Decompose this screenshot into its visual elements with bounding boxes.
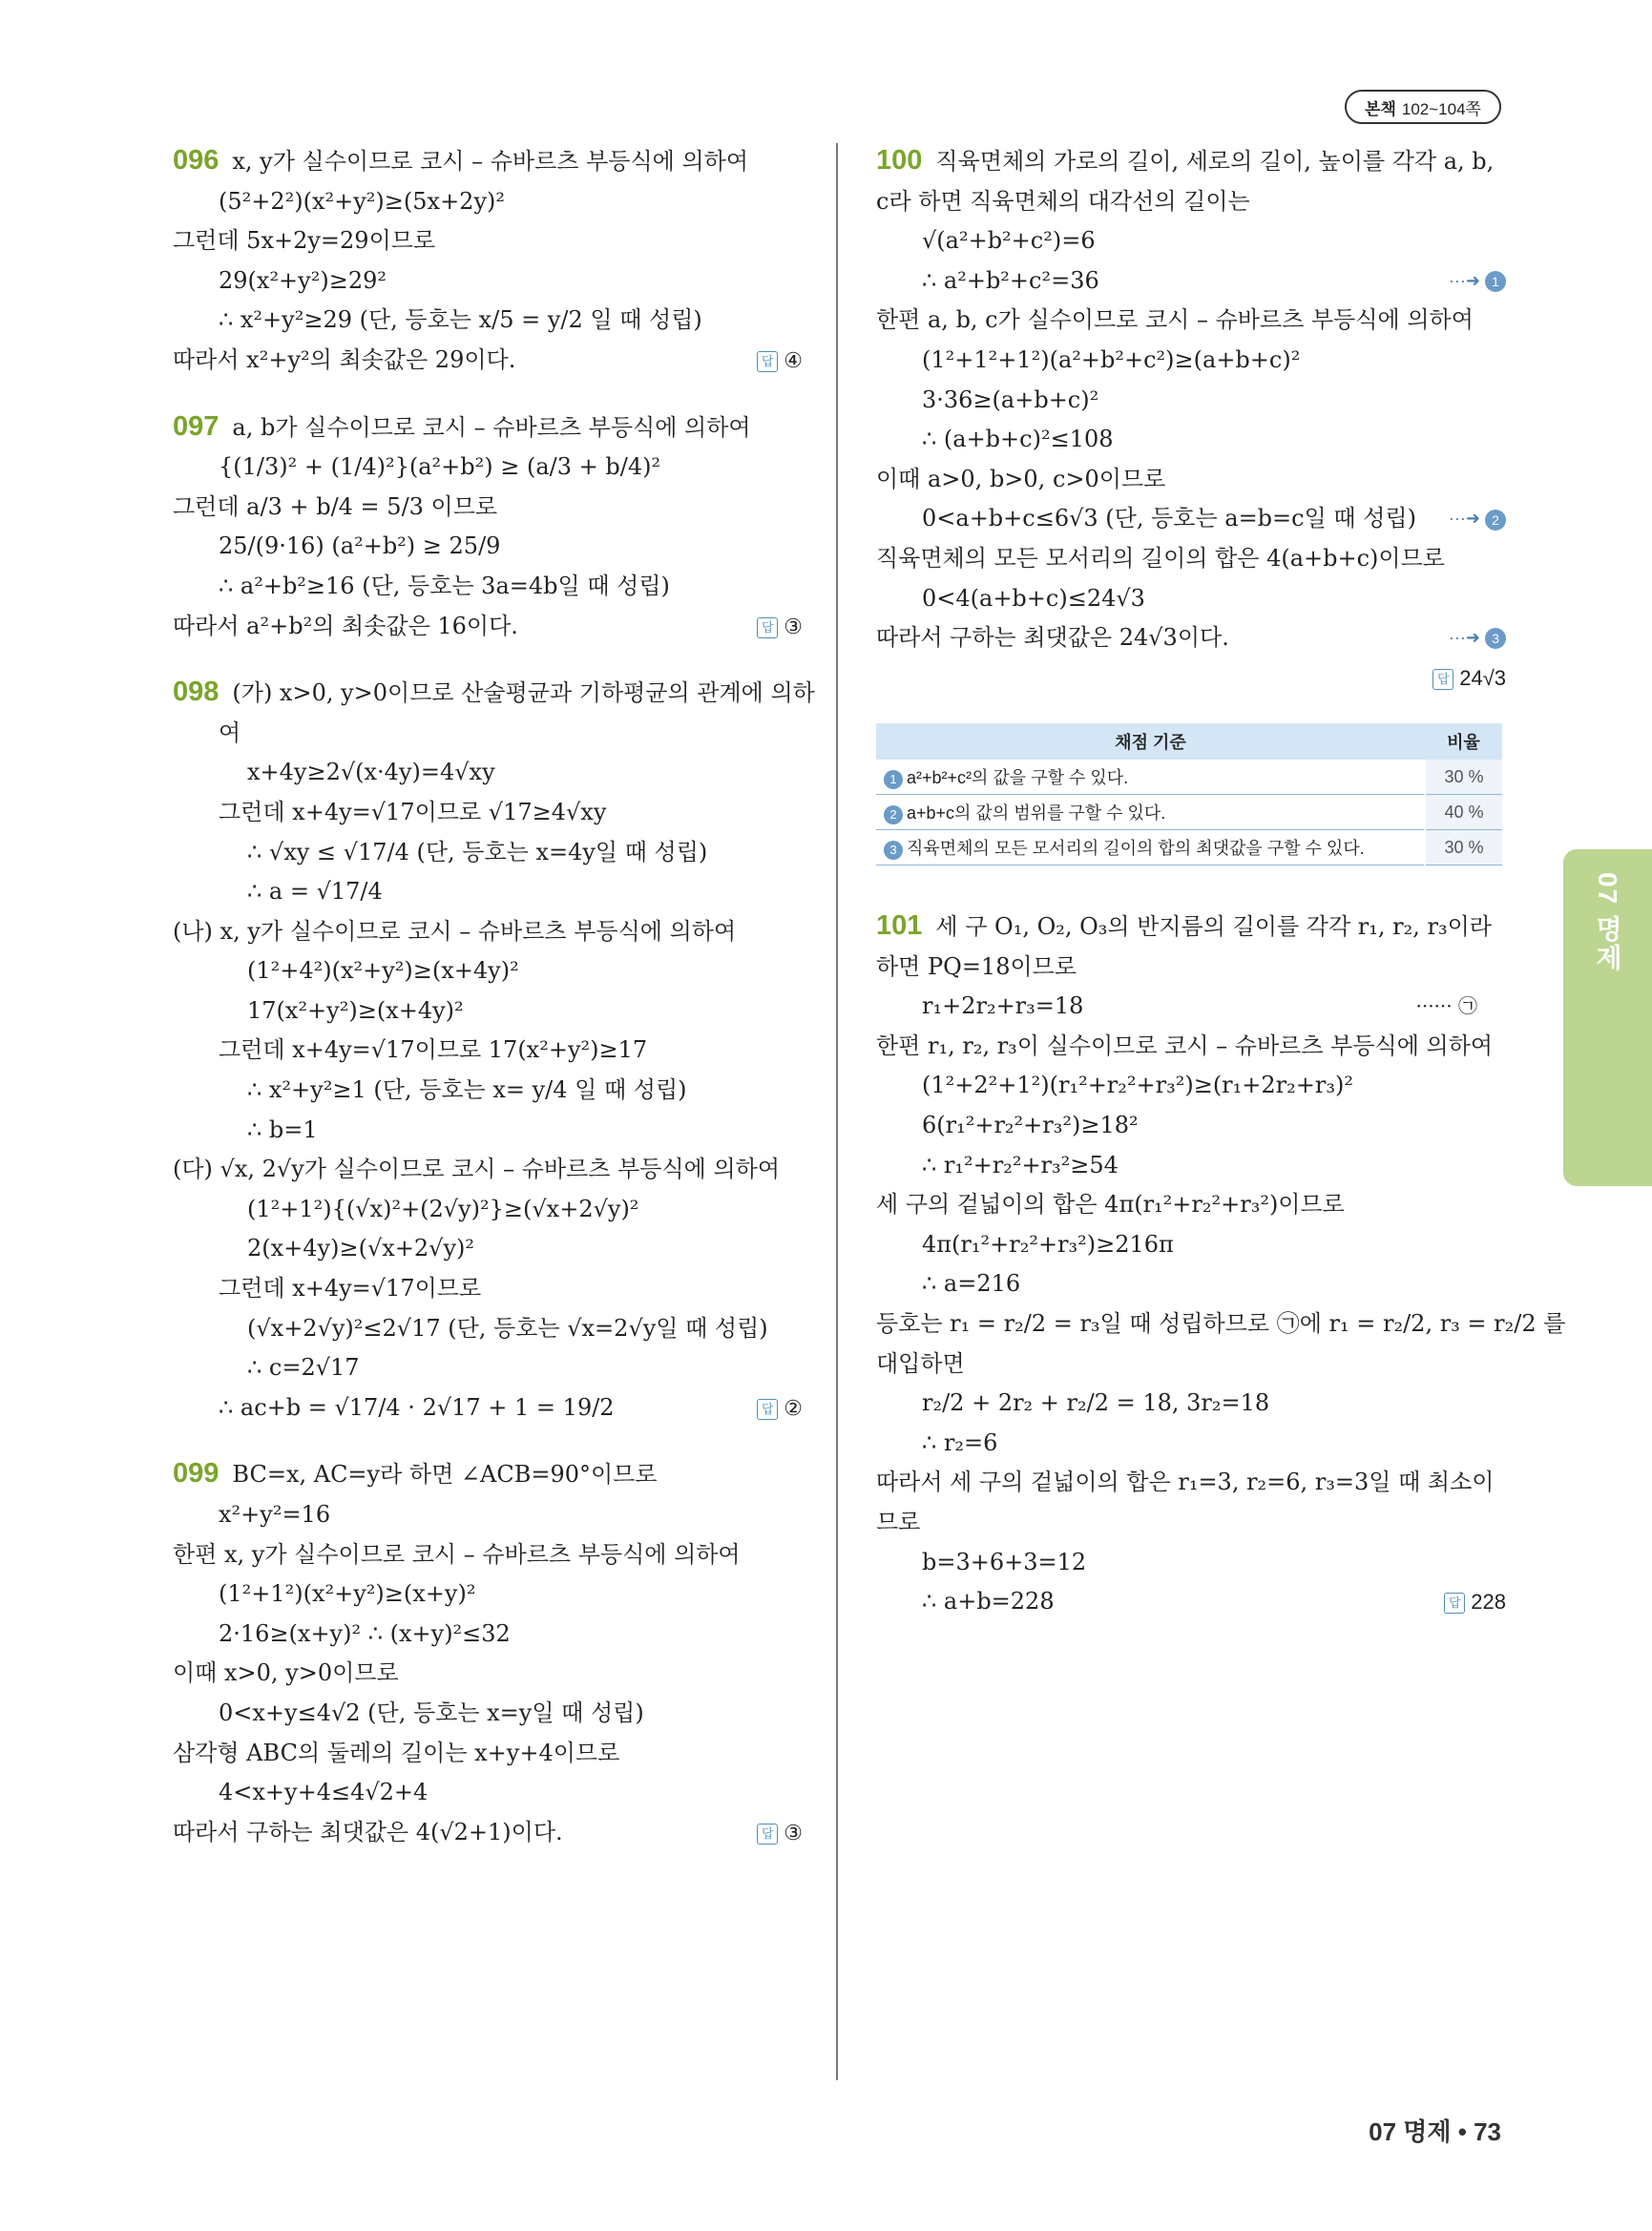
solution-line	[173, 833, 803, 873]
line-text: ∴ √xy ≤ √17/4 (단, 등호는 x=4y일 때 성립)	[247, 838, 708, 865]
solution-line	[173, 1535, 803, 1575]
solution-line	[876, 499, 1506, 539]
answer-label	[1444, 1582, 1506, 1622]
solution-line	[173, 991, 803, 1032]
solution-line	[173, 261, 803, 302]
line-text: 그런데 a/3 + b/4 = 5/3 이므로	[173, 492, 498, 520]
solution-line	[876, 1106, 1506, 1146]
solution-line	[173, 1495, 803, 1535]
line-text: b=3+6+3=12	[922, 1548, 1087, 1575]
problem-number: 096	[173, 145, 220, 176]
answer-label	[1432, 658, 1506, 698]
line-text: 세 구의 겉넓이의 합은 4π(r₁²+r₂²+r₃²)이므로	[876, 1191, 1345, 1219]
line-text: 4π(r₁²+r₂²+r₃²)≥216π	[922, 1230, 1174, 1258]
rubric-row	[876, 760, 1502, 795]
scoring-step-marker	[1449, 499, 1506, 539]
solution-line	[173, 1031, 803, 1071]
line-text: 17(x²+y²)≥(x+4y)²	[247, 996, 464, 1024]
line-text: (1²+1²+1²)(a²+b²+c²)≥(a+b+c)²	[922, 345, 1301, 373]
line-text: 직육면체의 모든 모서리의 길이의 합은 4(a+b+c)이므로	[876, 544, 1445, 572]
solution-line	[173, 341, 803, 381]
line-text: 그런데 x+4y=√17이므로	[219, 1275, 482, 1303]
solution-line	[173, 567, 803, 607]
solution-line	[876, 1503, 1506, 1543]
line-text: (1²+4²)(x²+y²)≥(x+4y)²	[247, 957, 519, 985]
line-text: ∴ a+b=228	[922, 1588, 1055, 1616]
solution-line	[173, 1813, 803, 1853]
solution-line	[876, 658, 1506, 698]
arrow-icon: ···➜	[1448, 270, 1485, 290]
solution-line	[173, 1150, 803, 1190]
solution-line	[173, 912, 803, 952]
solution-line	[173, 1190, 803, 1230]
line-text: ∴ ac+b = √17/4 · 2√17 + 1 = 19/2	[219, 1393, 615, 1421]
solution-line	[876, 1384, 1506, 1424]
solution-line	[876, 618, 1506, 658]
solution-line	[876, 1027, 1506, 1067]
spacer	[173, 381, 803, 407]
solution-line	[173, 673, 815, 714]
line-text: 6(r₁²+r₂²+r₃²)≥18²	[922, 1111, 1139, 1138]
side-tab-label: 07 명제	[1593, 872, 1622, 972]
solution-line	[876, 1185, 1506, 1225]
line-text: 따라서 구하는 최댓값은 4(√2+1)이다.	[173, 1818, 563, 1845]
equation-marker: ······ ㉠	[1415, 994, 1477, 1018]
solution-line	[876, 1543, 1506, 1583]
answer-value: ④	[784, 347, 803, 372]
rubric-criterion	[876, 760, 1425, 795]
column-divider	[836, 143, 838, 2080]
rubric-header-criteria: 채점 기준	[876, 723, 1425, 760]
line-text: (1²+2²+1²)(r₁²+r₂²+r₃²)≥(r₁+2r₂+r₃)²	[922, 1072, 1353, 1099]
answer-icon: 답	[757, 1399, 778, 1420]
line-text: ∴ a²+b²≥16 (단, 등호는 3a=4b일 때 성립)	[219, 572, 670, 599]
solution-line	[876, 1304, 1566, 1345]
line-text: 이때 a>0, b>0, c>0이므로	[876, 465, 1166, 492]
answer-label	[757, 1813, 803, 1853]
page-footer: 07 명제 • 73	[1369, 2117, 1501, 2146]
rubric-header-ratio: 비율	[1425, 723, 1502, 760]
solution-line	[876, 907, 1506, 948]
page-reference	[1345, 90, 1501, 124]
line-text: 2·16≥(x+y)² ∴ (x+y)²≤32	[219, 1619, 511, 1647]
rubric-ratio: 30 %	[1425, 760, 1502, 795]
answer-value: 24√3	[1459, 665, 1506, 690]
solution-line	[173, 1574, 803, 1615]
step-number-badge: 2	[884, 805, 903, 824]
solution-line	[173, 182, 803, 222]
scoring-step-marker	[1449, 261, 1506, 302]
arrow-icon: ···➜	[1448, 628, 1485, 648]
solution-line	[173, 1773, 803, 1813]
solution-line	[876, 182, 1506, 222]
line-text: 29(x²+y²)≥29²	[219, 266, 387, 294]
answer-icon: 답	[757, 617, 778, 638]
line-text: 2(x+4y)≥(√x+2√y)²	[247, 1235, 474, 1262]
line-text: (5²+2²)(x²+y²)≥(5x+2y)²	[219, 187, 505, 215]
solution-line	[173, 1229, 803, 1269]
answer-value: ③	[784, 614, 803, 638]
line-text: 한편 r₁, r₂, r₃이 실수이므로 코시 – 슈바르츠 부등식에 의하여	[876, 1032, 1494, 1059]
solution-line	[173, 1269, 803, 1309]
solution-line	[876, 420, 1506, 460]
line-text: 므로	[876, 1508, 921, 1535]
rubric-criterion	[876, 795, 1425, 830]
chapter-side-tab[interactable]	[1563, 849, 1652, 1186]
line-text: ∴ x²+y²≥29 (단, 등호는 x/5 = y/2 일 때 성립)	[219, 306, 702, 334]
solution-line	[173, 1615, 803, 1655]
solution-line	[876, 1345, 1506, 1385]
line-text: 하면 PQ=18이므로	[876, 952, 1077, 980]
solution-line	[876, 1463, 1506, 1503]
solution-line	[173, 872, 803, 912]
page-ref-label: 본책	[1365, 99, 1396, 118]
solution-line	[876, 1264, 1506, 1304]
solution-line	[876, 579, 1506, 619]
line-text: c라 하면 직육면체의 대각선의 길이는	[876, 187, 1250, 215]
line-text: √(a²+b²+c²)=6	[922, 227, 1096, 255]
line-text: x+4y≥2√(x·4y)=4√xy	[247, 759, 495, 786]
answer-label	[757, 341, 803, 381]
solution-line	[876, 1225, 1506, 1265]
solution-line	[876, 1066, 1506, 1106]
line-text: 따라서 구하는 최댓값은 24√3이다.	[876, 624, 1229, 652]
line-text: 삼각형 ABC의 둘레의 길이는 x+y+4이므로	[173, 1739, 620, 1766]
solution-line	[173, 301, 803, 341]
solution-line	[173, 1654, 803, 1694]
problem-number: 100	[876, 145, 923, 176]
solution-line	[173, 488, 803, 528]
line-text: ∴ (a+b+c)²≤108	[922, 426, 1114, 453]
step-number-badge: 2	[1485, 510, 1506, 531]
line-text: (다) √x, 2√y가 실수이므로 코시 – 슈바르츠 부등식에 의하여	[173, 1156, 781, 1183]
line-text: 그런데 5x+2y=29이므로	[173, 227, 436, 255]
line-text: ∴ a=216	[922, 1270, 1021, 1298]
solution-line	[173, 714, 803, 754]
line-text: 등호는 r₁ = r₂/2 = r₃일 때 성립하므로 ㉠에 r₁ = r₂/2, r₃ = r₂/2 를	[876, 1309, 1566, 1337]
line-text: 이때 x>0, y>0이므로	[173, 1659, 399, 1687]
line-text: 0<x+y≤4√2 (단, 등호는 x=y일 때 성립)	[219, 1699, 644, 1726]
answer-value: 228	[1471, 1590, 1506, 1615]
line-text: ∴ a = √17/4	[247, 878, 383, 906]
line-text: ∴ a²+b²+c²=36	[922, 266, 1099, 294]
answer-label	[757, 1388, 803, 1428]
line-text: (1²+1²){(√x)²+(2√y)²}≥(√x+2√y)²	[247, 1195, 639, 1222]
rubric-row	[876, 830, 1502, 865]
solution-line	[876, 221, 1506, 261]
line-text: ∴ b=1	[247, 1116, 318, 1143]
solution-line	[173, 1454, 803, 1495]
solution-line	[173, 448, 803, 488]
problem-number: 099	[173, 1458, 220, 1490]
solution-line	[173, 527, 803, 567]
line-text: ∴ r₁²+r₂²+r₃²≥54	[922, 1151, 1119, 1178]
right-column	[876, 141, 1506, 698]
answer-label	[757, 607, 803, 647]
line-text: {(1/3)² + (1/4)²}(a²+b²) ≥ (a/3 + b/4)²	[219, 453, 661, 481]
rubric-ratio: 40 %	[1425, 795, 1502, 830]
line-text: ∴ x²+y²≥1 (단, 등호는 x= y/4 일 때 성립)	[247, 1076, 687, 1104]
solution-line	[876, 341, 1506, 381]
solution-line	[876, 948, 1506, 988]
line-text: 여	[219, 719, 241, 746]
line-text: (가) x>0, y>0이므로 산술평균과 기하평균의 관계에 의하	[232, 679, 815, 707]
solution-line	[173, 753, 803, 793]
solution-line	[173, 1734, 803, 1774]
line-text: 대입하면	[876, 1349, 965, 1377]
answer-icon: 답	[757, 351, 778, 372]
line-text: 한편 a, b, c가 실수이므로 코시 – 슈바르츠 부등식에 의하여	[876, 306, 1474, 334]
page-ref-range: 102~104쪽	[1401, 99, 1481, 118]
answer-value: ③	[784, 1820, 803, 1845]
solution-line	[876, 261, 1506, 302]
problem-number: 101	[876, 910, 923, 941]
line-text: 따라서 x²+y²의 최솟값은 29이다.	[173, 345, 516, 373]
answer-icon: 답	[757, 1824, 778, 1845]
solution-line	[173, 1071, 803, 1111]
left-column	[173, 141, 815, 1852]
line-text: x, y가 실수이므로 코시 – 슈바르츠 부등식에 의하여	[232, 148, 749, 175]
line-text: r₁+2r₂+r₃=18	[922, 992, 1084, 1020]
line-text: 3·36≥(a+b+c)²	[922, 386, 1099, 413]
right-column-101	[876, 907, 1566, 1622]
step-number-badge: 3	[884, 841, 903, 860]
step-number-badge: 3	[1485, 628, 1506, 649]
step-number-badge: 1	[884, 770, 903, 789]
line-text: (√x+2√y)²≤2√17 (단, 등호는 √x=2√y일 때 성립)	[247, 1314, 768, 1342]
solution-line	[173, 1348, 803, 1388]
line-text: 그런데 x+4y=√17이므로 √17≥4√xy	[219, 798, 607, 825]
solution-line	[173, 407, 803, 448]
solution-line	[876, 301, 1506, 341]
solution-line	[876, 460, 1506, 500]
solution-line	[173, 793, 803, 833]
line-text: ∴ r₂=6	[922, 1428, 998, 1456]
line-text: 한편 x, y가 실수이므로 코시 – 슈바르츠 부등식에 의하여	[173, 1540, 741, 1568]
solution-line	[876, 1146, 1506, 1186]
rubric-ratio: 30 %	[1425, 830, 1502, 865]
line-text: 그런데 x+4y=√17이므로 17(x²+y²)≥17	[219, 1036, 648, 1064]
rubric-row	[876, 795, 1502, 830]
solution-line	[173, 141, 803, 182]
scoring-rubric-table	[876, 723, 1502, 865]
solution-line	[876, 1424, 1506, 1464]
answer-value: ②	[784, 1395, 803, 1420]
line-text: 직육면체의 가로의 길이, 세로의 길이, 높이를 각각 a, b,	[935, 148, 1495, 175]
step-number-badge: 1	[1485, 271, 1506, 292]
line-text: r₂/2 + 2r₂ + r₂/2 = 18, 3r₂=18	[922, 1389, 1270, 1417]
solution-line	[876, 987, 1506, 1027]
line-text: BC=x, AC=y라 하면 ∠ACB=90°이므로	[232, 1461, 658, 1489]
solution-line	[173, 607, 803, 647]
line-text: 0<4(a+b+c)≤24√3	[922, 584, 1145, 612]
spacer	[173, 646, 803, 673]
solution-line	[876, 381, 1506, 421]
rubric-criterion	[876, 830, 1425, 865]
criterion-text: 직육면체의 모든 모서리의 길이의 합의 최댓값을 구할 수 있다.	[907, 839, 1365, 858]
line-text: a, b가 실수이므로 코시 – 슈바르츠 부등식에 의하여	[232, 413, 751, 441]
solution-line	[876, 141, 1506, 182]
solution-line	[876, 539, 1506, 579]
problem-number: 097	[173, 410, 220, 442]
line-text: x²+y²=16	[219, 1501, 331, 1528]
line-text: 세 구 O₁, O₂, O₃의 반지름의 길이를 각각 r₁, r₂, r₃이라	[935, 913, 1492, 940]
solution-line	[173, 1111, 803, 1151]
line-text: 25/(9·16) (a²+b²) ≥ 25/9	[219, 532, 501, 560]
line-text: (나) x, y가 실수이므로 코시 – 슈바르츠 부등식에 의하여	[173, 917, 737, 945]
line-text: (1²+1²)(x²+y²)≥(x+y)²	[219, 1580, 476, 1608]
line-text: 따라서 세 구의 겉넓이의 합은 r₁=3, r₂=6, r₃=3일 때 최소이	[876, 1469, 1495, 1496]
line-text: 4<x+y+4≤4√2+4	[219, 1779, 429, 1806]
scoring-step-marker	[1449, 618, 1506, 658]
solution-line	[173, 951, 803, 991]
arrow-icon: ···➜	[1448, 509, 1485, 529]
solution-line	[173, 1309, 803, 1349]
line-text: 0<a+b+c≤6√3 (단, 등호는 a=b=c일 때 성립)	[922, 505, 1416, 532]
problem-number: 098	[173, 677, 220, 708]
solution-line	[173, 1694, 803, 1734]
spacer	[173, 1428, 803, 1454]
solution-line	[173, 221, 803, 261]
solution-line	[173, 1388, 803, 1428]
line-text: ∴ c=2√17	[247, 1354, 360, 1382]
solution-line	[876, 1582, 1506, 1622]
criterion-text: a²+b²+c²의 값을 구할 수 있다.	[907, 768, 1129, 787]
criterion-text: a+b+c의 값의 범위를 구할 수 있다.	[907, 803, 1166, 823]
answer-icon: 답	[1432, 669, 1453, 690]
line-text: 따라서 a²+b²의 최솟값은 16이다.	[173, 612, 518, 639]
answer-icon: 답	[1444, 1593, 1465, 1614]
